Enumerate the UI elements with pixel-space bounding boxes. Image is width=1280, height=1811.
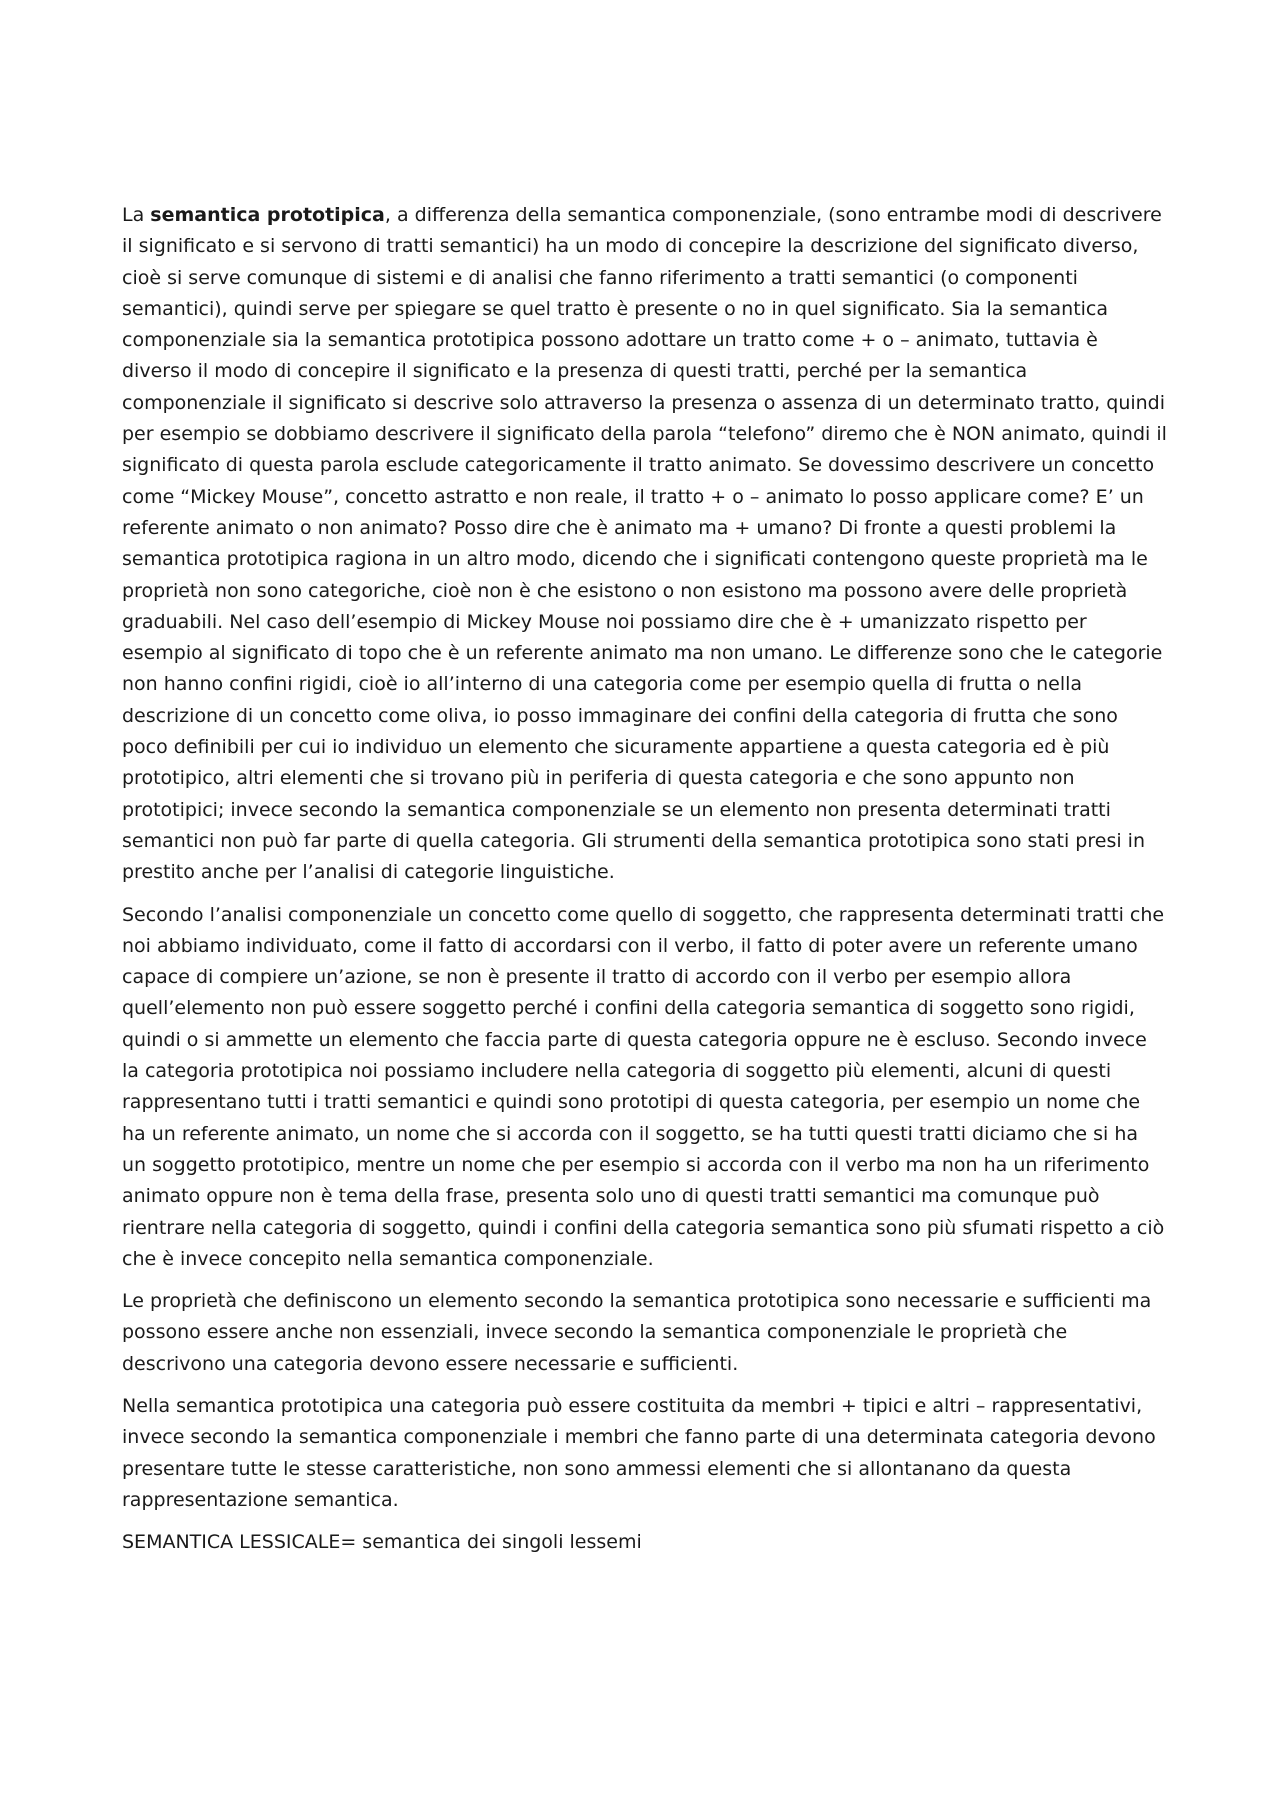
document-body [122,200,1167,1569]
paragraph-lead: La [122,204,151,226]
paragraph-componential-analysis: Secondo l’analisi componenziale un concetto come quello di soggetto, che rappresenta determinati tratti che noi abbiamo individuato, come il fatto di accordarsi con il verbo, il fatto di poter avere un referente umano capace di compiere un’azione, se non è presente il tratto di accordo con il verbo per esempio allora quell’elemento non può essere soggetto perché i confini della categoria semantica di soggetto sono rigidi, quindi o si ammette un elemento che faccia parte di questa categoria oppure ne è escluso. Secondo invece la categoria prototipica noi possiamo includere nella categoria di soggetto più elementi, alcuni di questi rappresentano tutti i tratti semantici e quindi sono prototipi di questa categoria, per esempio un nome che ha un referente animato, un nome che si accorda con il soggetto, se ha tutti questi tratti diciamo che si ha un soggetto prototipico, mentre un nome che per esempio si accorda con il verbo ma non ha un riferimento animato oppure non è tema della frase, presenta solo uno di questi tratti semantici ma comunque può rientrare nella categoria di soggetto, quindi i confini della categoria semantica sono più sfumati rispetto a ciò che è invece concepito nella semantica componenziale. [122,903,1165,1270]
paragraph-text: , a differenza della semantica componenziale, (sono entrambe modi di descrivere il significato e si servono di tratti semantici) ha un modo di concepire la descrizione del significato diverso, cioè si serve comunque di sistemi e di analisi che fanno riferimento a tratti semantici (o componenti semantici), quindi serve per spiegare se quel tratto è presente o no in quel significato. Sia la semantica componenziale sia la semantica prototipica possono adottare un tratto come + o – animato, tuttavia è diverso il modo di concepire il significato e la presenza di questi tratti, perché per la semantica componenziale il significato si descrive solo attraverso la presenza o assenza di un determinato tratto, quindi per esempio se dobbiamo descrivere il significato della parola “telefono” diremo che è NON animato, quindi il significato di questa parola esclude categoricamente il tratto animato. Se dovessimo descrivere un concetto come “Mickey Mouse”, concetto astratto e non reale, il tratto + o – animato lo posso applicare come? E’ un referente animato o non animato? Posso dire che è animato ma + umano? Di fronte a questi problemi la semantica prototipica ragiona in un altro modo, dicendo che i significati contengono queste proprietà ma le proprietà non sono categoriche, cioè non è che esistono o non esistono ma possono avere delle proprietà graduabili. Nel caso dell’esempio di Mickey Mouse noi possiamo dire che è + umanizzato rispetto per esempio al significato di topo che è un referente animato ma non umano. Le differenze sono che le categorie non hanno confini rigidi, cioè io all’interno di una categoria come per esempio quella di frutta o nella descrizione di un concetto come oliva, io posso immaginare dei confini della categoria di frutta che sono poco definibili per cui io individuo un elemento che sicuramente appartiene a questa categoria ed è più prototipico, altri elementi che si trovano più in periferia di questa categoria e che sono appunto non prototipici; invece secondo la semantica componenziale se un elemento non presenta determinati tratti semantici non può far parte di quella categoria. Gli strumenti della semantica prototipica sono stati presi in prestito anche per l’analisi di categorie linguistiche. [122,204,1167,884]
paragraph-category-members: Nella semantica prototipica una categoria può essere costituita da membri + tipici e altri – rappresentativi, invece secondo la semantica componenziale i membri che fanno parte di una determinata categoria devono presentare tutte le stesse caratteristiche, non sono ammessi elementi che si allontanano da questa rappresentazione semantica. [122,1394,1156,1511]
paragraph-lexical-semantics: SEMANTICA LESSICALE= semantica dei singoli lessemi [122,1531,642,1554]
bold-term: semantica prototipica [150,204,385,226]
paragraph-properties: Le proprietà che definiscono un elemento secondo la semantica prototipica sono necessarie e sufficienti ma possono essere anche non essenziali, invece secondo la semantica componenziale le proprietà che descrivono una categoria devono essere necessarie e sufficienti. [122,1290,1152,1375]
paragraph-prototypical-semantics [122,200,1167,889]
